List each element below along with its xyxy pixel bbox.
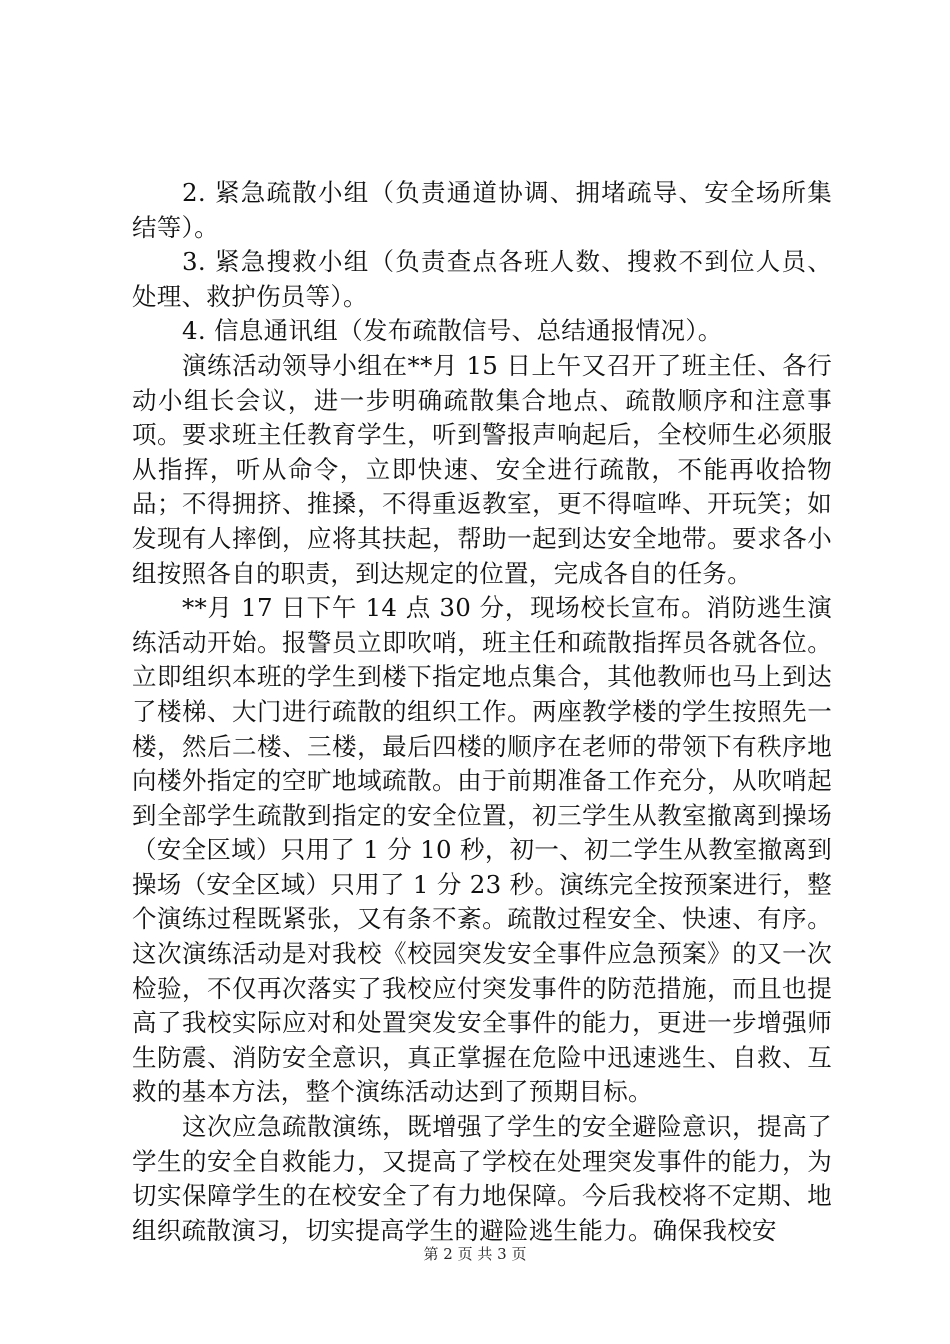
page-number-footer: 第 2 页 共 3 页 [423, 1245, 527, 1263]
paragraph-rescue-group: 3. 紧急搜救小组（负责查点各班人数、搜救不到位人员、处理、救护伤员等）。 [132, 247, 832, 311]
document-body [132, 176, 832, 1248]
paragraph-communication-group: 4. 信息通讯组（发布疏散信号、总结通报情况）。 [182, 316, 723, 346]
paragraph-drill-process: **月 17 日下午 14 点 30 分，现场校长宣布。消防逃生演练活动开始。报警员立即吹哨，班主任和疏散指挥员各就各位。立即组织本班的学生到楼下指定地点集合，其他教师也马上到达了楼梯、大门进行疏散的组织工作。两座教学楼的学生按照先一楼，然后二楼、三楼，最后四楼的顺序在老师的带领下有秩序地向楼外指定的空旷地域疏散。由于前期准备工作充分，从吹哨起到全部学生疏散到指定的安全位置，初三学生从教室撤离到操场（安全区域）只用了 1 分 10 秒，初一、初二学生从教室撤离到操场（安全区域）只用了 1 分 23 秒。演练完全按预案进行，整个演练过程既紧张，又有条不紊。疏散过程安全、快速、有序。这次演练活动是对我校《校园突发安全事件应急预案》的又一次检验，不仅再次落实了我校应付突发事件的防范措施，而且也提高了我校实际应对和处置突发安全事件的能力，更进一步增强师生防震、消防安全意识，真正掌握在危险中迅速逃生、自救、互救的基本方法，整个演练活动达到了预期目标。 [132, 593, 833, 1107]
paragraph-conclusion: 这次应急疏散演练，既增强了学生的安全避险意识，提高了学生的安全自救能力，又提高了学校在处理突发事件的能力，为切实保障学生的在校安全了有力地保障。今后我校将不定期、地组织疏散演习，切实提高学生的避险逃生能力。确保我校安 [132, 1112, 832, 1245]
paragraph-meeting: 演练活动领导小组在**月 15 日上午又召开了班主任、各行动小组长会议，进一步明确疏散集合地点、疏散顺序和注意事项。要求班主任教育学生，听到警报声响起后，全校师生必须服从指挥，听从命令，立即快速、安全进行疏散，不能再收拾物品；不得拥挤、推搡，不得重返教室，更不得喧哗、开玩笑；如发现有人摔倒，应将其扶起，帮助一起到达安全地带。要求各小组按照各自的职责，到达规定的位置，完成各自的任务。 [132, 350, 832, 588]
paragraph-evacuation-group: 2. 紧急疏散小组（负责通道协调、拥堵疏导、安全场所集结等）。 [132, 178, 832, 242]
